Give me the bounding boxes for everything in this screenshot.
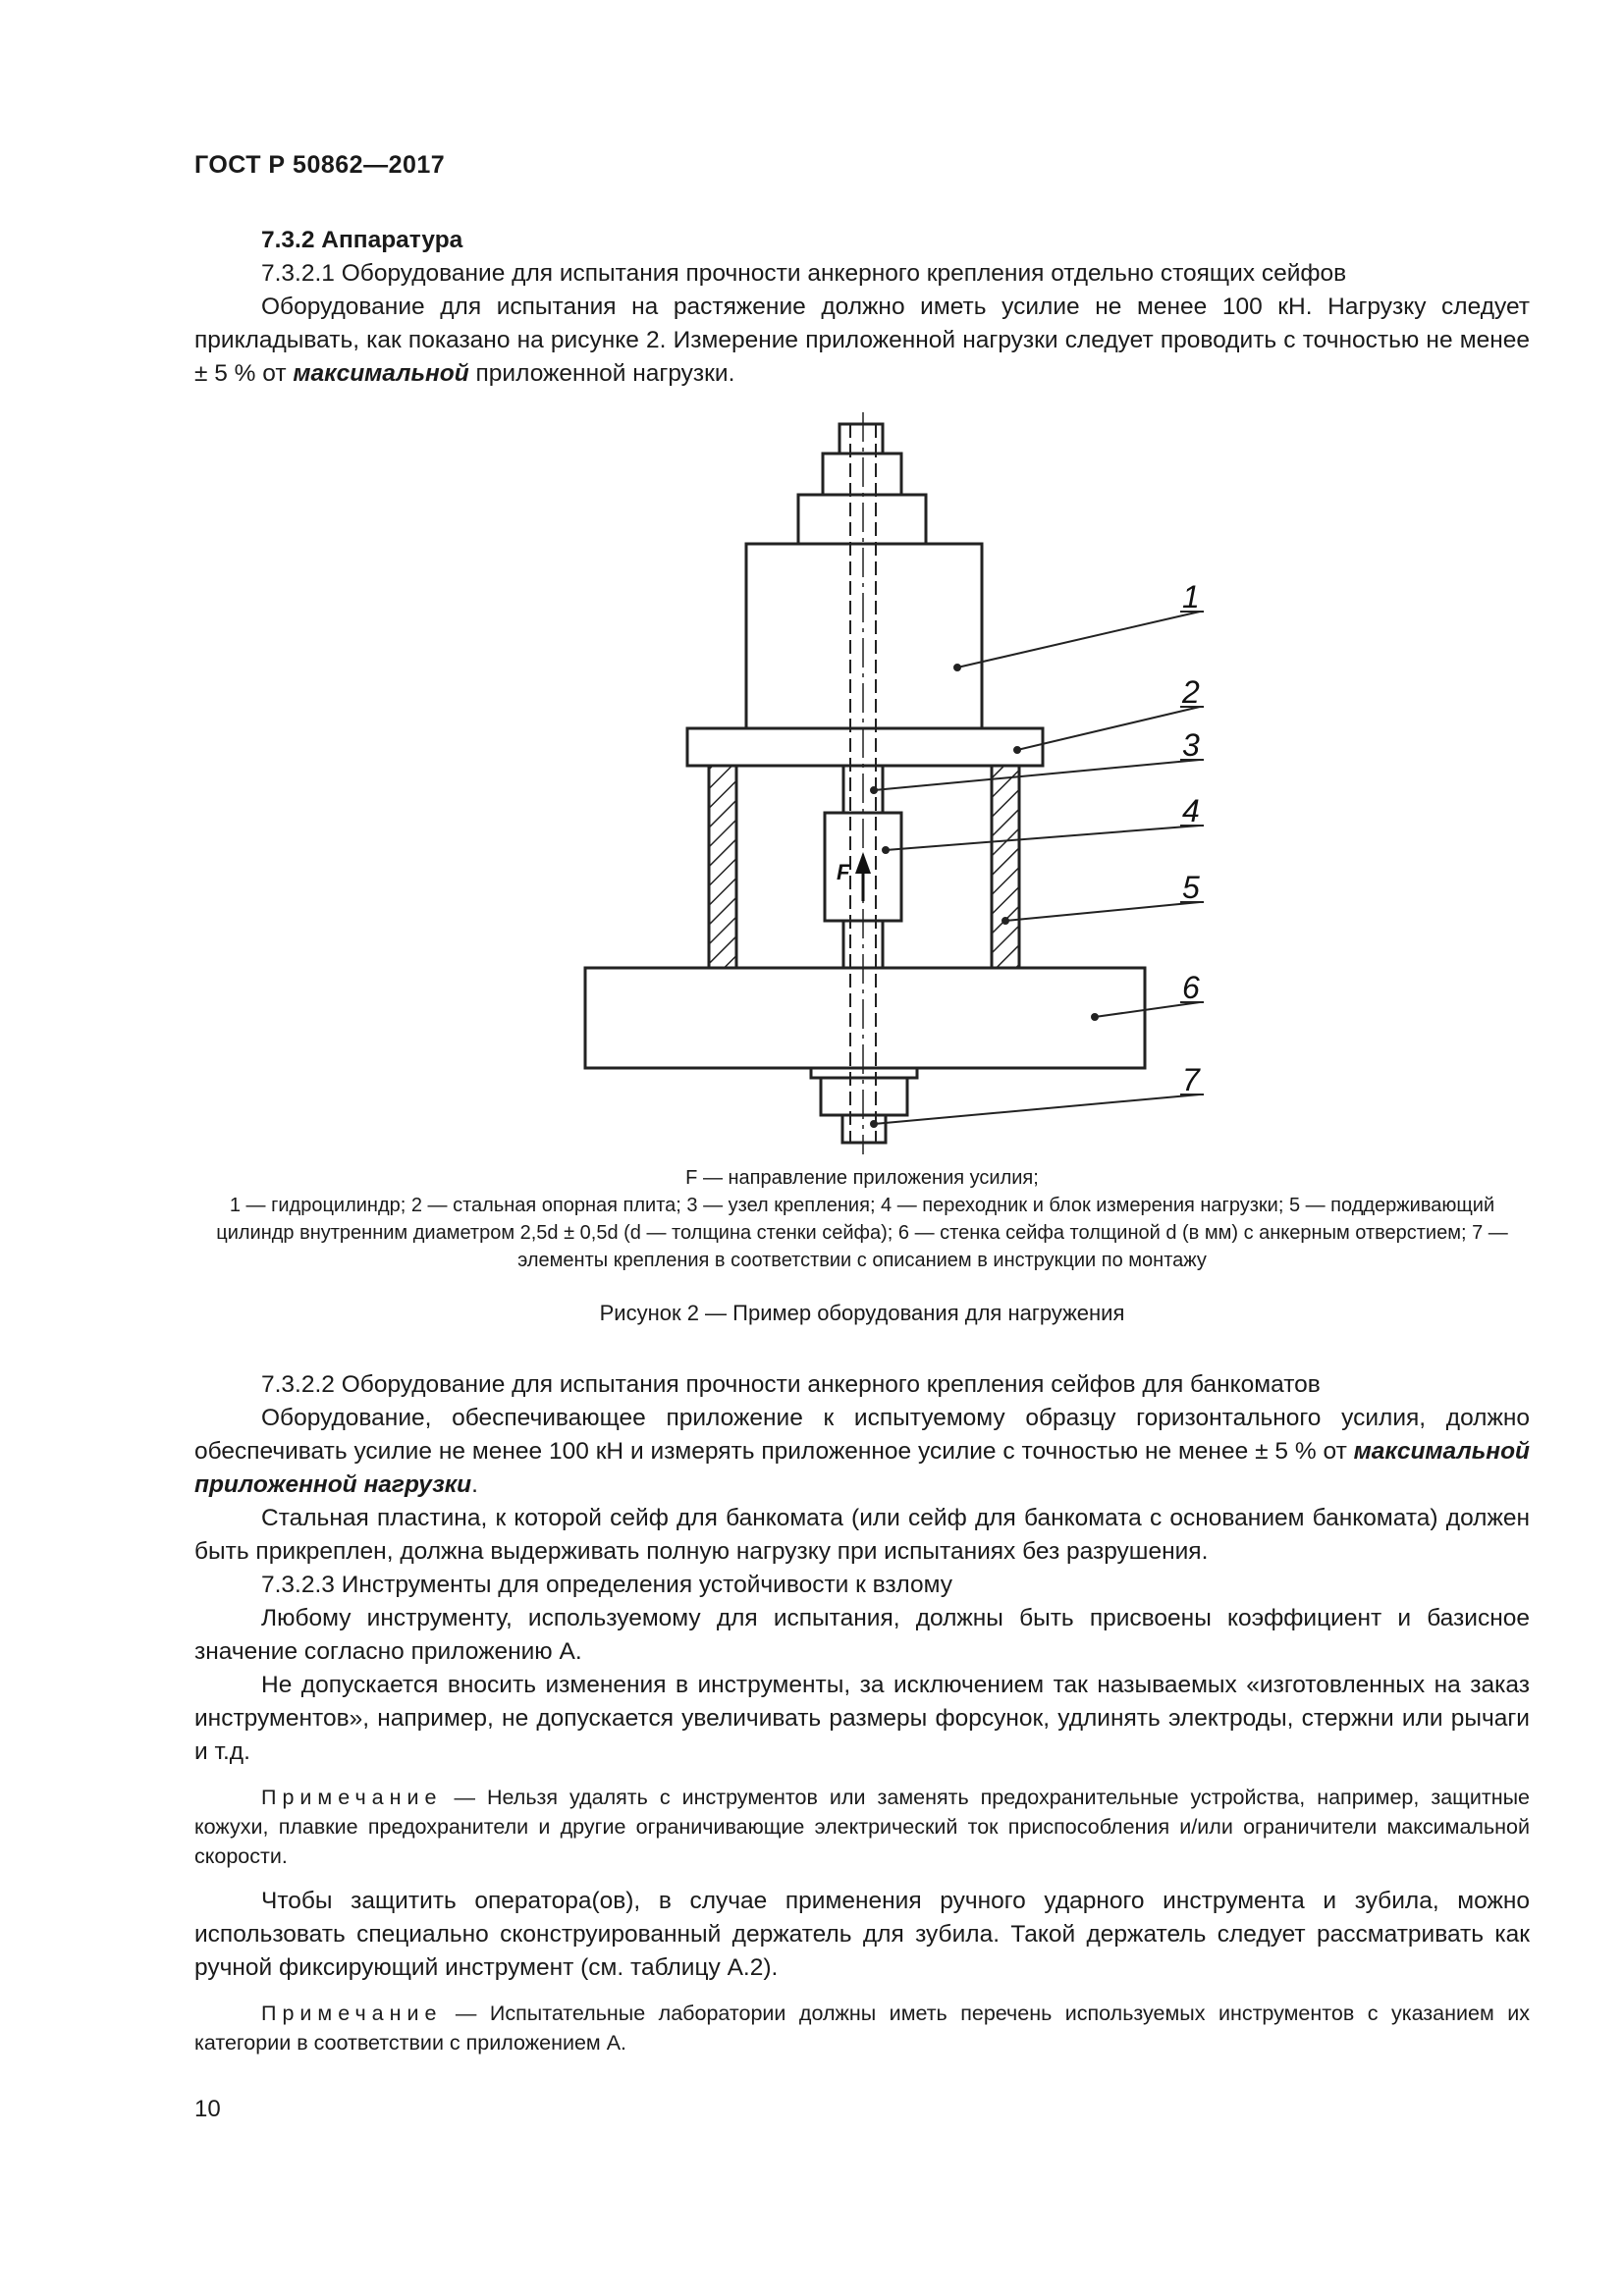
support-cylinder-left (709, 766, 736, 968)
paragraph-chisel-holder: Чтобы защитить оператора(ов), в случае применения ручного ударного инструмента и зубила, можно использовать специально сконструированный держатель для зубила. Такой держатель следует рассматривать как ручной фиксирующий инструмент (см. таблицу А.2). (194, 1888, 1530, 1981)
emphasis-max-load: максимальной приложенной нагрузки (194, 1438, 1530, 1498)
document-header: ГОСТ Р 50862—2017 (194, 151, 446, 179)
label-1: 1 (1182, 579, 1200, 614)
label-2: 2 (1182, 674, 1200, 710)
label-7: 7 (1182, 1062, 1200, 1097)
bolt-bottom-end (842, 1115, 886, 1143)
note-2: Примечание — Испытательные лаборатории должны иметь перечень используемых инструментов с указанием их категории в соответствии с приложением А. (194, 2002, 1530, 2055)
figure-caption: Рисунок 2 — Пример оборудования для нагружения (599, 1301, 1125, 1325)
section-bottom (194, 1368, 1530, 2057)
paragraph-load-requirements: Оборудование для испытания на растяжение должно иметь усилие не менее 100 кН. Нагрузку следует прикладывать, как показано на рисунке 2. Измерение приложенной нагрузки следует проводить с точностью не менее ± 5 % от максимальной приложенной нагрузки. (194, 294, 1530, 387)
figure-legend (194, 1164, 1530, 1274)
force-label: F (837, 860, 850, 884)
page-number: 10 (194, 2096, 221, 2122)
paragraph-tool-coefficient: Любому инструменту, используемому для испытания, должны быть присвоены коэффициент и базисное значение согласно приложению А. (194, 1605, 1530, 1665)
paragraph-7-3-2-1: 7.3.2.1 Оборудование для испытания прочности анкерного крепления отдельно стоящих сейфов (261, 260, 1347, 287)
support-cylinder-right (992, 766, 1019, 968)
label-6: 6 (1182, 970, 1200, 1005)
bottom-nut (821, 1078, 907, 1115)
safe-wall (585, 968, 1145, 1068)
note-label: Примечание (261, 2002, 443, 2025)
note-1: Примечание — Нельзя удалять с инструментов или заменять предохранительные устройства, например, защитные кожухи, плавкие предохранители и другие ограничивающие электрический ток приспособления и/или ограничители максимальной скорости. (194, 1786, 1530, 1868)
paragraph-7-3-2-3: 7.3.2.3 Инструменты для определения устойчивости к взлому (261, 1572, 952, 1598)
top-nut (823, 454, 901, 495)
section-title: 7.3.2 Аппаратура (261, 227, 463, 253)
hydraulic-cylinder (746, 544, 982, 728)
label-5: 5 (1182, 870, 1200, 905)
legend-force: F — направление приложения усилия; (685, 1167, 1039, 1189)
paragraph-7-3-2-2: 7.3.2.2 Оборудование для испытания прочности анкерного крепления сейфов для банкоматов (261, 1371, 1321, 1398)
top-collar (798, 495, 926, 544)
legend-items: 1 — гидроцилиндр; 2 — стальная опорная плита; 3 — узел крепления; 4 — переходник и блок измерения нагрузки; 5 — поддерживающий цилиндр внутренним диаметром 2,5d ± 0,5d (d — толщина стенки сейфа); 6 — стенка сейфа толщиной d (в мм) с анкерным отверстием; 7 — элементы крепления в соответствии с описанием в инструкции по монтажу (216, 1195, 1508, 1271)
paragraph-tool-modifications: Не допускается вносить изменения в инструменты, за исключением так называемых «изготовленных на заказ инструментов», например, не допускается увеличивать размеры форсунок, удлинять электроды, стержни или рычаги и т.д. (194, 1672, 1530, 1765)
note-label: Примечание (261, 1786, 443, 1809)
paragraph-atm-equipment: Оборудование, обеспечивающее приложение к испытуемому образцу горизонтального усилия, должно обеспечивать усилие не менее 100 кН и измерять приложенное усилие с точностью не менее ± 5 % от максимальной приложенной нагрузки. (194, 1405, 1530, 1498)
steel-support-plate (687, 728, 1043, 766)
paragraph-steel-plate: Стальная пластина, к которой сейф для банкомата (или сейф для банкомата с основанием банкомата) должен быть прикреплен, должна выдерживать полную нагрузку при испытаниях без разрушения. (194, 1505, 1530, 1565)
label-3: 3 (1182, 727, 1200, 763)
emphasis-max: максимальной (293, 360, 469, 387)
label-4: 4 (1182, 793, 1200, 828)
